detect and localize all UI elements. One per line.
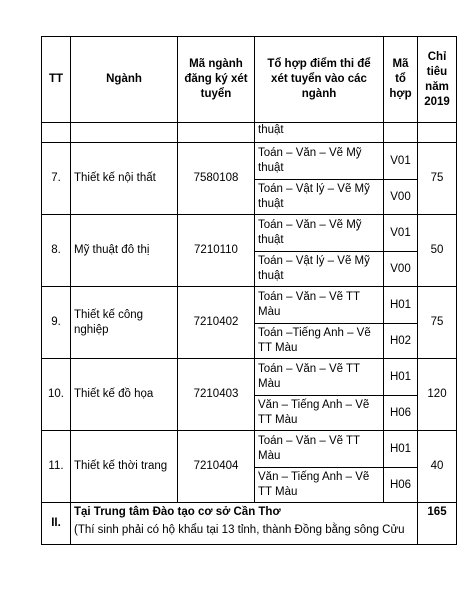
- combo-text: Toán – Văn – Vẽ Mỹ thuật: [255, 215, 384, 252]
- combo-code: V01: [384, 143, 418, 180]
- header-ma-to-hop: Mã tổ hợp: [384, 37, 418, 123]
- header-chi-tieu: Chỉ tiêu năm 2019: [418, 37, 457, 123]
- cont-chi: [418, 123, 457, 143]
- combo-text: Văn – Tiếng Anh – Vẽ TT Màu: [255, 468, 384, 503]
- row-ma: 7210403: [178, 359, 255, 431]
- combo-text: Toán –Tiếng Anh – Vẽ TT Màu: [255, 324, 384, 359]
- combo-text: Toán – Văn – Vẽ TT Màu: [255, 287, 384, 324]
- row-nganh: Thiết kế nội thất: [71, 143, 178, 215]
- row-nganh: Mỹ thuật đô thị: [71, 215, 178, 287]
- combo-text: Toán – Vật lý – Vẽ Mỹ thuật: [255, 180, 384, 215]
- row-ma: 7580108: [178, 143, 255, 215]
- cont-to-hop: thuật: [255, 123, 384, 143]
- row-ma: 7210110: [178, 215, 255, 287]
- header-nganh: Ngành: [71, 37, 178, 123]
- admission-table: [41, 36, 457, 545]
- table-row: [42, 359, 457, 396]
- cont-tt: [42, 123, 71, 143]
- row-tt: 10.: [42, 359, 71, 431]
- cont-code: [384, 123, 418, 143]
- row-tt: 7.: [42, 143, 71, 215]
- header-tt: TT: [42, 37, 71, 123]
- row-ma: 7210402: [178, 287, 255, 359]
- section-chi-tieu: 165: [418, 503, 457, 545]
- table-row: [42, 431, 457, 468]
- row-chi-tieu: 50: [418, 215, 457, 287]
- table-row: [42, 143, 457, 180]
- row-nganh: Thiết kế đồ họa: [71, 359, 178, 431]
- section-note: (Thí sinh phải có hộ khẩu tại 13 tỉnh, thành Đồng bằng sông Cửu: [74, 524, 405, 536]
- combo-code: V00: [384, 180, 418, 215]
- row-tt: 8.: [42, 215, 71, 287]
- section-tt: II.: [42, 503, 71, 545]
- row-chi-tieu: 120: [418, 359, 457, 431]
- row-nganh: Thiết kế công nghiệp: [71, 287, 178, 359]
- row-tt: 9.: [42, 287, 71, 359]
- row-tt: 11.: [42, 431, 71, 503]
- row-ma: 7210404: [178, 431, 255, 503]
- combo-text: Toán – Văn – Vẽ TT Màu: [255, 431, 384, 468]
- section-row: [42, 503, 457, 545]
- combo-text: Toán – Văn – Vẽ Mỹ thuật: [255, 143, 384, 180]
- combo-code: V01: [384, 215, 418, 252]
- row-chi-tieu: 75: [418, 143, 457, 215]
- header-row: [42, 37, 457, 123]
- combo-code: H01: [384, 287, 418, 324]
- header-ma-nganh: Mã ngành đăng ký xét tuyển: [178, 37, 255, 123]
- combo-code: H01: [384, 431, 418, 468]
- cont-ma: [178, 123, 255, 143]
- table-row: [42, 215, 457, 252]
- row-chi-tieu: 40: [418, 431, 457, 503]
- combo-code: H02: [384, 324, 418, 359]
- row-chi-tieu: 75: [418, 287, 457, 359]
- table-row: [42, 287, 457, 324]
- section-title: Tại Trung tâm Đào tạo cơ sở Cần Thơ: [74, 506, 281, 518]
- section-body: [71, 503, 418, 545]
- cont-nganh: [71, 123, 178, 143]
- combo-code: V00: [384, 252, 418, 287]
- row-nganh: Thiết kế thời trang: [71, 431, 178, 503]
- combo-text: Toán – Văn – Vẽ TT Màu: [255, 359, 384, 396]
- combo-text: Toán – Vật lý – Vẽ Mỹ thuật: [255, 252, 384, 287]
- continuation-row: [42, 123, 457, 143]
- header-to-hop: Tổ hợp điểm thi để xét tuyển vào các ngành: [255, 37, 384, 123]
- combo-code: H01: [384, 359, 418, 396]
- combo-text: Văn – Tiếng Anh – Vẽ TT Màu: [255, 396, 384, 431]
- combo-code: H06: [384, 396, 418, 431]
- combo-code: H06: [384, 468, 418, 503]
